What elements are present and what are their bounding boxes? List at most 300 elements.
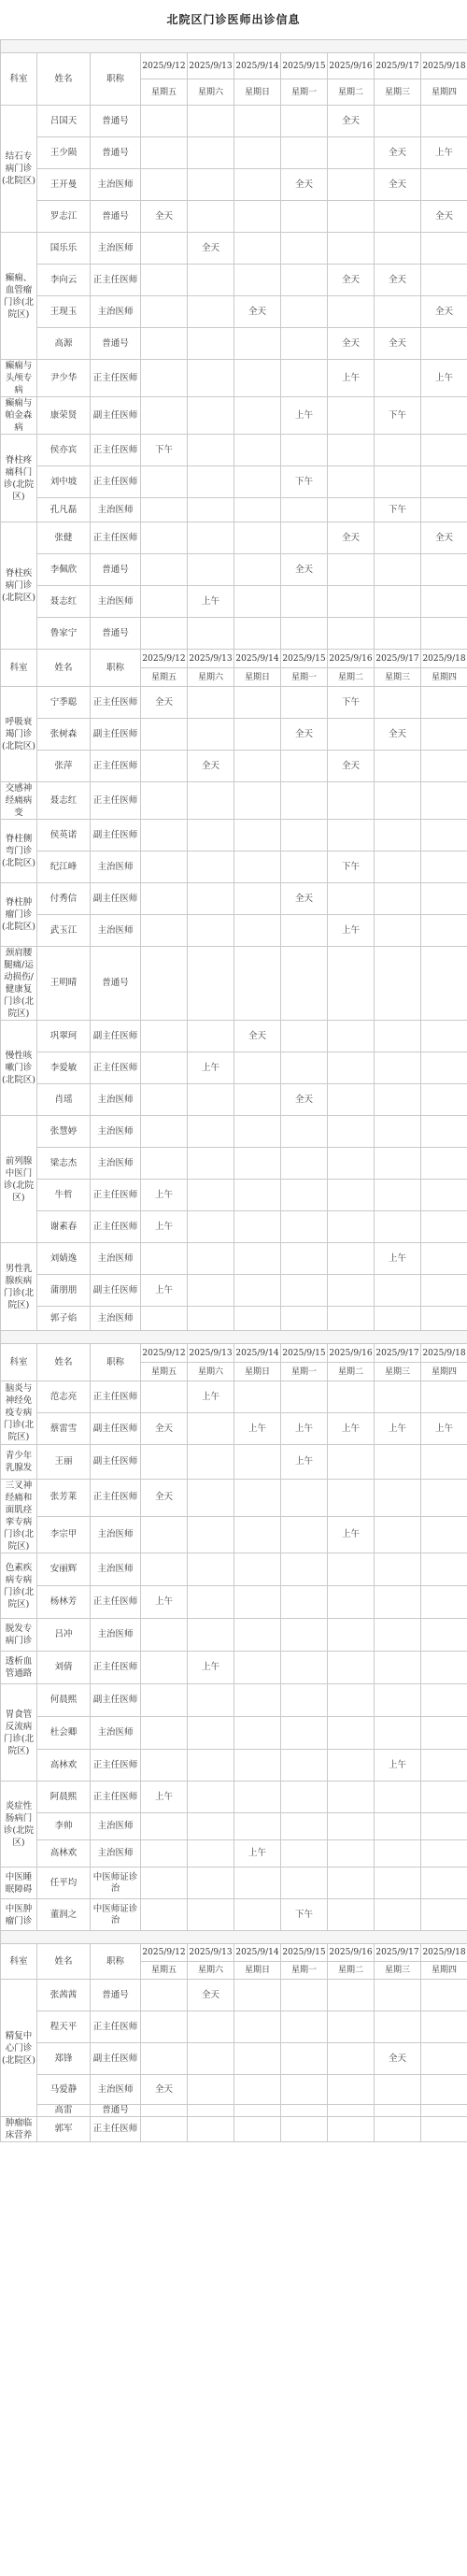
header-date: 2025/9/13: [188, 1344, 234, 1363]
schedule-cell: [281, 1211, 328, 1243]
doctor-title: 副主任医师: [91, 1275, 141, 1307]
doctor-name: 范志亮: [37, 1381, 91, 1413]
schedule-cell: [141, 586, 188, 618]
header-weekday: 星期二: [328, 1363, 375, 1381]
doctor-name: 安丽辉: [37, 1553, 91, 1586]
schedule-cell: [188, 1782, 234, 1813]
header-date: 2025/9/18: [421, 53, 467, 79]
doctor-name: 李宗甲: [37, 1516, 91, 1553]
header-name: 姓名: [37, 53, 91, 106]
schedule-cell: [188, 1868, 234, 1899]
schedule-cell: [188, 1084, 234, 1116]
schedule-cell: [421, 1980, 467, 2011]
doctor-title: 主治医师: [91, 1116, 141, 1148]
schedule-cell: [421, 1116, 467, 1148]
header-weekday: 星期六: [188, 668, 234, 687]
schedule-cell: [188, 137, 234, 169]
schedule-cell: [281, 233, 328, 265]
dept-cell: 脊柱侧弯门诊(北院区): [1, 820, 37, 883]
schedule-cell: [375, 1084, 421, 1116]
schedule-cell: [188, 2105, 234, 2117]
schedule-cell: [328, 1868, 375, 1899]
schedule-table: [0, 39, 467, 2142]
doctor-title: 正主任医师: [91, 1381, 141, 1413]
schedule-cell: [281, 1052, 328, 1084]
table-row: [1, 1868, 467, 1899]
schedule-cell: [188, 296, 234, 328]
schedule-cell: [281, 2043, 328, 2075]
schedule-cell: 上午: [188, 1652, 234, 1684]
header-date: 2025/9/18: [421, 1344, 467, 1363]
schedule-cell: [234, 1307, 281, 1331]
table-row: [1, 947, 467, 1021]
schedule-cell: [281, 1840, 328, 1868]
schedule-cell: [281, 435, 328, 466]
doctor-title: 主治医师: [91, 1717, 141, 1750]
header-weekday: 星期一: [281, 1363, 328, 1381]
header-date: 2025/9/15: [281, 53, 328, 79]
schedule-cell: 上午: [188, 1381, 234, 1413]
schedule-cell: [281, 820, 328, 852]
schedule-cell: [375, 1717, 421, 1750]
schedule-cell: [328, 2117, 375, 2142]
schedule-cell: 全天: [328, 265, 375, 296]
schedule-cell: [421, 1899, 467, 1931]
table-row: [1, 782, 467, 820]
table-row: [1, 1750, 467, 1782]
schedule-cell: [281, 1652, 328, 1684]
dept-cell: 呼吸衰竭门诊(北院区): [1, 687, 37, 782]
doctor-name: 国乐乐: [37, 233, 91, 265]
schedule-cell: [421, 1868, 467, 1899]
doctor-title: 正主任医师: [91, 435, 141, 466]
schedule-cell: [141, 1148, 188, 1180]
doctor-name: 任平均: [37, 1868, 91, 1899]
header-date: 2025/9/16: [328, 650, 375, 668]
header-date: 2025/9/12: [141, 53, 188, 79]
header-weekday: 星期四: [421, 1363, 467, 1381]
schedule-cell: [421, 466, 467, 498]
schedule-cell: [328, 586, 375, 618]
table-row: [1, 265, 467, 296]
schedule-cell: 下午: [141, 435, 188, 466]
schedule-cell: [188, 1840, 234, 1868]
schedule-cell: [141, 106, 188, 137]
schedule-cell: [188, 498, 234, 522]
doctor-title: 正主任医师: [91, 522, 141, 554]
schedule-cell: 全天: [141, 2075, 188, 2105]
schedule-cell: [141, 820, 188, 852]
table-row: [1, 522, 467, 554]
doctor-title: 主治医师: [91, 1840, 141, 1868]
schedule-cell: 全天: [281, 169, 328, 201]
schedule-cell: [328, 1750, 375, 1782]
schedule-cell: [141, 498, 188, 522]
schedule-cell: [281, 915, 328, 947]
schedule-cell: [375, 435, 421, 466]
schedule-cell: 全天: [375, 328, 421, 360]
schedule-cell: 全天: [421, 201, 467, 233]
schedule-cell: [328, 1211, 375, 1243]
schedule-cell: [188, 1899, 234, 1931]
header-weekday: 星期一: [281, 668, 328, 687]
schedule-cell: [328, 1684, 375, 1717]
doctor-name: 纪江峰: [37, 852, 91, 883]
schedule-cell: [188, 2075, 234, 2105]
schedule-cell: [421, 618, 467, 650]
schedule-cell: [234, 265, 281, 296]
doctor-name: 巩翠珂: [37, 1021, 91, 1052]
schedule-cell: [328, 1980, 375, 2011]
schedule-cell: [375, 106, 421, 137]
schedule-cell: [188, 1553, 234, 1586]
schedule-cell: [375, 1021, 421, 1052]
schedule-cell: [141, 1684, 188, 1717]
table-row: [1, 687, 467, 719]
doctor-name: 王明晴: [37, 947, 91, 1021]
schedule-cell: [234, 1619, 281, 1652]
doctor-title: 正主任医师: [91, 1652, 141, 1684]
schedule-cell: [141, 2105, 188, 2117]
table-row: [1, 2043, 467, 2075]
doctor-title: 正主任医师: [91, 782, 141, 820]
schedule-cell: [234, 1480, 281, 1517]
schedule-cell: [421, 1619, 467, 1652]
schedule-cell: [328, 498, 375, 522]
schedule-cell: 上午: [188, 1052, 234, 1084]
header-weekday: 星期五: [141, 79, 188, 106]
schedule-cell: [234, 498, 281, 522]
table-row: [1, 1717, 467, 1750]
doctor-title: 正主任医师: [91, 1211, 141, 1243]
schedule-cell: 上午: [141, 1275, 188, 1307]
header-row: [1, 1344, 467, 1363]
schedule-cell: [141, 1243, 188, 1275]
schedule-cell: [234, 1652, 281, 1684]
schedule-cell: 上午: [281, 397, 328, 435]
doctor-title: 普通号: [91, 947, 141, 1021]
table-row: [1, 2075, 467, 2105]
schedule-cell: [328, 2105, 375, 2117]
schedule-cell: [328, 169, 375, 201]
schedule-cell: 上午: [328, 1413, 375, 1445]
schedule-cell: [234, 466, 281, 498]
table-row: [1, 2117, 467, 2142]
schedule-cell: [375, 1180, 421, 1211]
schedule-cell: [375, 2105, 421, 2117]
schedule-cell: [141, 328, 188, 360]
header-weekday: 星期三: [375, 79, 421, 106]
schedule-cell: [188, 820, 234, 852]
schedule-cell: [328, 466, 375, 498]
header-name: 姓名: [37, 1944, 91, 1980]
doctor-title: 正主任医师: [91, 1480, 141, 1517]
schedule-cell: [281, 137, 328, 169]
table-row: [1, 1148, 467, 1180]
schedule-cell: 全天: [375, 2043, 421, 2075]
doctor-title: 主治医师: [91, 2075, 141, 2105]
schedule-cell: [141, 751, 188, 782]
schedule-cell: [141, 2043, 188, 2075]
schedule-cell: [281, 328, 328, 360]
doctor-title: 普通号: [91, 201, 141, 233]
schedule-cell: [375, 1211, 421, 1243]
dept-cell: 脱发专病门诊: [1, 1619, 37, 1652]
schedule-cell: [188, 1413, 234, 1445]
table-row: [1, 1243, 467, 1275]
doctor-title: 普通号: [91, 554, 141, 586]
doctor-name: 李向云: [37, 265, 91, 296]
schedule-cell: [281, 1516, 328, 1553]
schedule-cell: [141, 137, 188, 169]
schedule-cell: [234, 1684, 281, 1717]
doctor-name: 张树森: [37, 719, 91, 751]
schedule-cell: [421, 1652, 467, 1684]
header-weekday: 星期日: [234, 79, 281, 106]
table-row: [1, 498, 467, 522]
schedule-cell: [281, 201, 328, 233]
doctor-name: 蒲朋朋: [37, 1275, 91, 1307]
schedule-cell: [188, 1619, 234, 1652]
header-name: 姓名: [37, 1344, 91, 1381]
header-date: 2025/9/14: [234, 53, 281, 79]
header-row: [1, 650, 467, 668]
doctor-title: 正主任医师: [91, 1052, 141, 1084]
schedule-cell: [234, 201, 281, 233]
header-weekday: 星期三: [375, 1363, 421, 1381]
section-gap: [1, 40, 467, 53]
doctor-title: 中医师证诊治: [91, 1899, 141, 1931]
table-row: [1, 554, 467, 586]
schedule-cell: [375, 883, 421, 915]
dept-cell: 肿瘤临床营养: [1, 2117, 37, 2142]
doctor-title: 正主任医师: [91, 265, 141, 296]
schedule-cell: 全天: [375, 169, 421, 201]
schedule-cell: 上午: [281, 1445, 328, 1480]
doctor-name: 罗志江: [37, 201, 91, 233]
schedule-cell: [188, 1717, 234, 1750]
schedule-cell: [234, 719, 281, 751]
table-row: [1, 137, 467, 169]
schedule-cell: [281, 1553, 328, 1586]
schedule-cell: [188, 360, 234, 397]
schedule-cell: [375, 1381, 421, 1413]
schedule-cell: [421, 2075, 467, 2105]
schedule-cell: [234, 782, 281, 820]
schedule-cell: 全天: [421, 522, 467, 554]
doctor-name: 李帅: [37, 1813, 91, 1840]
schedule-cell: [421, 498, 467, 522]
doctor-name: 杜会卿: [37, 1717, 91, 1750]
schedule-cell: [281, 586, 328, 618]
doctor-title: 副主任医师: [91, 1684, 141, 1717]
schedule-cell: [188, 2043, 234, 2075]
schedule-cell: [281, 852, 328, 883]
schedule-cell: [234, 2117, 281, 2142]
schedule-cell: [328, 1307, 375, 1331]
schedule-cell: [281, 1116, 328, 1148]
schedule-cell: [188, 915, 234, 947]
schedule-cell: 全天: [421, 296, 467, 328]
dept-cell: 透析血管通路: [1, 1652, 37, 1684]
schedule-cell: [328, 435, 375, 466]
doctor-title: 副主任医师: [91, 1413, 141, 1445]
schedule-cell: [421, 883, 467, 915]
schedule-cell: [188, 1307, 234, 1331]
header-date: 2025/9/18: [421, 650, 467, 668]
dept-cell: 前列腺中医门诊(北院区): [1, 1116, 37, 1243]
schedule-cell: [141, 852, 188, 883]
dept-cell: 胃食管反流病门诊(北院区): [1, 1684, 37, 1782]
doctor-name: 梁志杰: [37, 1148, 91, 1180]
schedule-cell: [421, 782, 467, 820]
schedule-cell: [375, 201, 421, 233]
doctor-name: 聂志红: [37, 782, 91, 820]
header-weekday: 星期六: [188, 1363, 234, 1381]
schedule-cell: 全天: [188, 1980, 234, 2011]
dept-cell: 癫痫与头颅专病: [1, 360, 37, 397]
doctor-name: 张芳莱: [37, 1480, 91, 1517]
schedule-cell: [234, 1445, 281, 1480]
schedule-cell: [141, 1052, 188, 1084]
schedule-cell: 下午: [375, 397, 421, 435]
table-row: [1, 233, 467, 265]
table-row: [1, 915, 467, 947]
header-date: 2025/9/17: [375, 1344, 421, 1363]
schedule-cell: [234, 1084, 281, 1116]
schedule-cell: [375, 1868, 421, 1899]
schedule-cell: 上午: [141, 1180, 188, 1211]
doctor-name: 张茜茜: [37, 1980, 91, 2011]
table-row: [1, 1516, 467, 1553]
schedule-cell: [141, 1652, 188, 1684]
header-weekday: 星期六: [188, 79, 234, 106]
schedule-cell: [375, 1116, 421, 1148]
doctor-name: 王现玉: [37, 296, 91, 328]
schedule-cell: [234, 852, 281, 883]
table-row: [1, 751, 467, 782]
schedule-cell: [141, 1750, 188, 1782]
schedule-cell: [141, 1116, 188, 1148]
schedule-cell: [421, 751, 467, 782]
header-weekday: 星期一: [281, 79, 328, 106]
table-row: [1, 1586, 467, 1619]
table-row: [1, 1180, 467, 1211]
schedule-cell: [234, 1782, 281, 1813]
doctor-name: 高雷: [37, 2105, 91, 2117]
schedule-cell: [375, 1516, 421, 1553]
doctor-title: 主治医师: [91, 1813, 141, 1840]
schedule-cell: [234, 397, 281, 435]
table-row: [1, 435, 467, 466]
schedule-cell: [281, 947, 328, 1021]
doctor-name: 高林欢: [37, 1750, 91, 1782]
schedule-cell: [328, 820, 375, 852]
table-row: [1, 1652, 467, 1684]
schedule-cell: [375, 554, 421, 586]
schedule-cell: [234, 586, 281, 618]
dept-cell: 精复中心门诊(北院区): [1, 1980, 37, 2117]
doctor-title: 正主任医师: [91, 1586, 141, 1619]
dept-cell: 交感神经痛病变: [1, 782, 37, 820]
schedule-cell: [188, 1180, 234, 1211]
schedule-cell: 上午: [421, 360, 467, 397]
schedule-cell: [234, 1813, 281, 1840]
doctor-title: 主治医师: [91, 1148, 141, 1180]
table-row: [1, 1211, 467, 1243]
header-date: 2025/9/16: [328, 1944, 375, 1962]
schedule-cell: [375, 618, 421, 650]
doctor-name: 高林欢: [37, 1840, 91, 1868]
schedule-cell: [375, 1553, 421, 1586]
table-row: [1, 1782, 467, 1813]
schedule-cell: [421, 1684, 467, 1717]
doctor-name: 程天平: [37, 2011, 91, 2043]
schedule-cell: [375, 915, 421, 947]
schedule-cell: [281, 296, 328, 328]
doctor-title: 普通号: [91, 106, 141, 137]
header-weekday: 星期五: [141, 1363, 188, 1381]
schedule-cell: [328, 1899, 375, 1931]
schedule-cell: [234, 1980, 281, 2011]
schedule-cell: [421, 820, 467, 852]
schedule-cell: [328, 233, 375, 265]
schedule-cell: [234, 1211, 281, 1243]
schedule-cell: [188, 618, 234, 650]
schedule-cell: [328, 1652, 375, 1684]
schedule-cell: [375, 751, 421, 782]
header-date: 2025/9/15: [281, 1344, 328, 1363]
schedule-cell: [234, 328, 281, 360]
schedule-cell: [141, 947, 188, 1021]
doctor-name: 鲁家宁: [37, 618, 91, 650]
doctor-name: 杨林芳: [37, 1586, 91, 1619]
header-weekday: 星期三: [375, 1962, 421, 1980]
schedule-cell: [421, 719, 467, 751]
doctor-name: 王丽: [37, 1445, 91, 1480]
dept-cell: 癫痫、血管瘤门诊(北院区): [1, 233, 37, 360]
schedule-cell: 下午: [281, 466, 328, 498]
header-date: 2025/9/12: [141, 1344, 188, 1363]
doctor-title: 正主任医师: [91, 751, 141, 782]
schedule-cell: [141, 265, 188, 296]
schedule-cell: [328, 1445, 375, 1480]
doctor-title: 主治医师: [91, 1084, 141, 1116]
schedule-cell: 全天: [188, 751, 234, 782]
schedule-cell: [328, 618, 375, 650]
doctor-name: 聂志红: [37, 586, 91, 618]
header-date: 2025/9/14: [234, 650, 281, 668]
schedule-cell: [188, 1275, 234, 1307]
doctor-title: 主治医师: [91, 852, 141, 883]
schedule-cell: [328, 1243, 375, 1275]
table-row: [1, 1813, 467, 1840]
schedule-cell: [188, 1445, 234, 1480]
schedule-cell: [421, 852, 467, 883]
schedule-cell: [328, 397, 375, 435]
schedule-cell: [375, 233, 421, 265]
schedule-cell: [328, 1381, 375, 1413]
doctor-name: 刘中坡: [37, 466, 91, 498]
header-date: 2025/9/14: [234, 1944, 281, 1962]
schedule-cell: [234, 1180, 281, 1211]
table-row: [1, 618, 467, 650]
schedule-cell: [234, 137, 281, 169]
doctor-name: 董润之: [37, 1899, 91, 1931]
schedule-cell: 全天: [141, 1480, 188, 1517]
doctor-name: 郑锋: [37, 2043, 91, 2075]
doctor-title: 正主任医师: [91, 1782, 141, 1813]
